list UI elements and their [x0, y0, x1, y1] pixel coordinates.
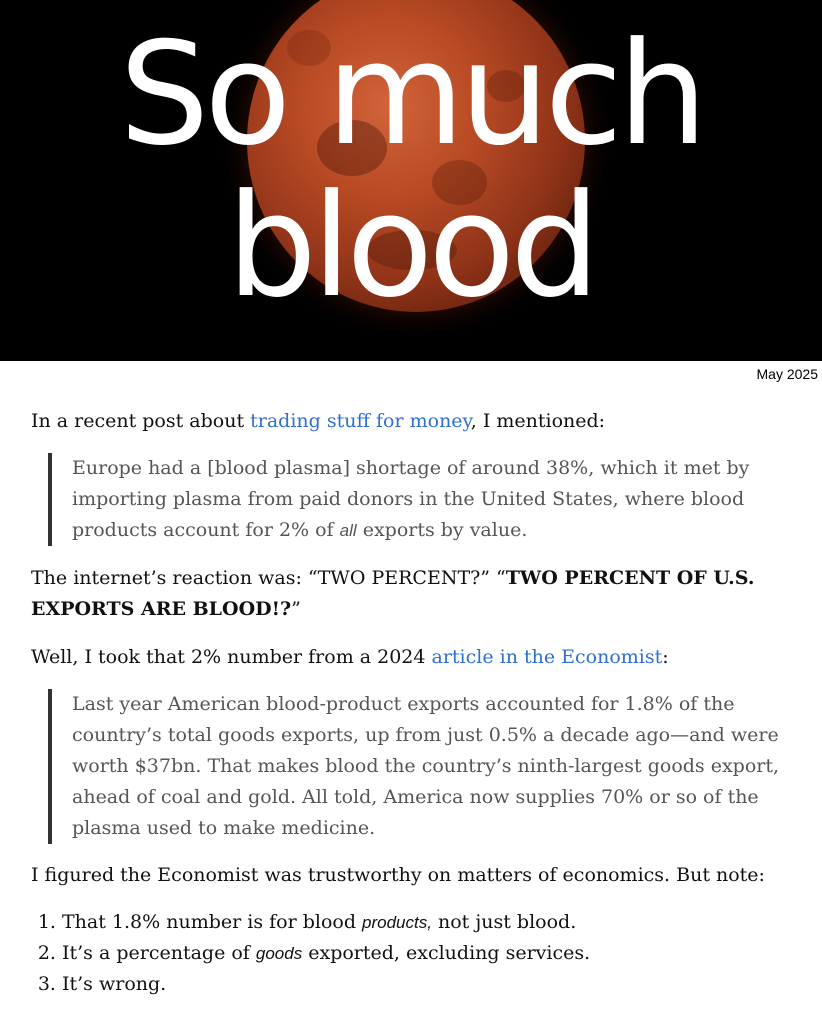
blockquote-economist	[48, 689, 791, 844]
hero-title-line1: So much	[119, 12, 703, 177]
list-item	[62, 907, 791, 938]
post-date: May 2025	[756, 366, 818, 382]
quote-text	[72, 453, 791, 546]
quote1-emphasis: all	[339, 521, 357, 540]
intro-text-end: , I mentioned:	[470, 410, 606, 432]
hero-banner	[0, 0, 822, 361]
reaction-text: The internet’s reaction was: “TWO PERCENT?” “	[31, 567, 506, 589]
list-item	[62, 938, 791, 969]
article-body	[0, 406, 822, 1000]
list-item-text: That 1.8% number is for blood	[62, 911, 363, 933]
source-text: Well, I took that 2% number from a 2024	[31, 646, 432, 668]
quote2-text: Last year American blood-product exports accounted for 1.8% of the country’s total goods exports, up from just 0.5% a decade ago—and were worth $37bn. That makes blood the country’s ninth-largest goods export, ahead of coal and gold. All told, America now supplies 70% or so of the plasma used to make medicine.	[72, 693, 780, 839]
trading-stuff-link[interactable]: trading stuff for money	[250, 410, 471, 432]
quote1-text: Europe had a [blood plasma] shortage of around 38%, which it met by importing plasma from paid donors in the United States, where blood products account for 2% of	[72, 457, 750, 541]
list-item-text: It’s a percentage of	[62, 942, 256, 964]
intro-paragraph	[31, 406, 791, 437]
list-item	[62, 969, 791, 1000]
list-item-text-end: exported, excluding services.	[302, 942, 591, 964]
reaction-paragraph	[31, 563, 791, 625]
hero-title-line2: blood	[226, 164, 596, 329]
reaction-bold: TWO PERCENT OF U.S. EXPORTS ARE BLOOD!?	[31, 567, 755, 620]
intro-text: In a recent post about	[31, 410, 251, 432]
list-item-text: It’s wrong.	[62, 973, 167, 995]
economist-article-link[interactable]: article in the Economist	[431, 646, 663, 668]
reaction-text-end: ”	[291, 598, 301, 620]
quote1-text-end: exports by value.	[356, 519, 528, 541]
blockquote-plasma	[48, 453, 791, 546]
numbered-list	[31, 907, 791, 1000]
note-paragraph: I figured the Economist was trustworthy on matters of economics. But note:	[31, 864, 765, 886]
source-paragraph	[31, 642, 791, 673]
list-item-emphasis: products,	[362, 913, 432, 932]
source-text-end: :	[662, 646, 669, 668]
list-item-emphasis: goods	[255, 944, 303, 963]
list-item-text-end: not just blood.	[431, 911, 577, 933]
